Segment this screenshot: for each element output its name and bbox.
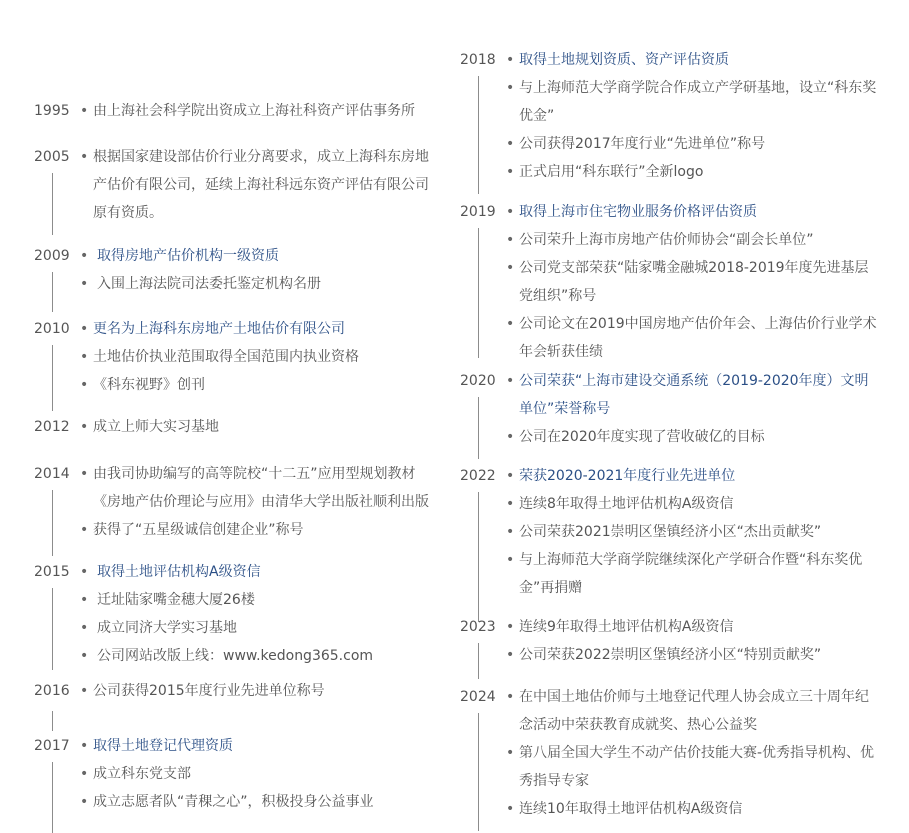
timeline-item: • 公司在2020年度实现了营收破亿的目标 [506, 423, 879, 451]
timeline-connector [52, 762, 53, 833]
bullet-icon: • [80, 276, 89, 292]
timeline-item: • 与上海师范大学商学院继续深化产学研合作暨“科东奖优金”再捐赠 [506, 546, 879, 602]
bullet-icon: • [80, 794, 89, 810]
bullet-icon: • [506, 552, 515, 568]
timeline-item: • 由我司协助编写的高等院校“十二五”应用型规划教材《房地产估价理论与应用》由清华大学出版社顺利出版 [80, 460, 442, 516]
bullet-icon: • [80, 522, 89, 538]
bullet-icon: • [506, 429, 515, 445]
timeline-item: • 由上海社会科学院出资成立上海社科资产评估事务所 [80, 97, 442, 125]
bullet-icon: • [80, 683, 89, 699]
timeline-connector [52, 345, 53, 411]
timeline-year: 2022 [460, 468, 496, 484]
timeline-year: 2018 [460, 52, 496, 68]
timeline-item: • 正式启用“科东联行”全新logo [506, 158, 879, 186]
timeline-item: • 连续8年取得土地评估机构A级资信 [506, 490, 879, 518]
timeline-connector [52, 588, 53, 670]
bullet-icon: • [506, 52, 515, 68]
timeline-item: • 第八届全国大学生不动产估价技能大赛-优秀指导机构、优秀指导专家 [506, 739, 879, 795]
timeline-item: • 土地估价执业范围取得全国范围内执业资格 [80, 343, 442, 371]
timeline-connector [52, 711, 53, 731]
bullet-icon: • [506, 80, 515, 96]
timeline-item: • 取得土地评估机构A级资信 [80, 558, 442, 586]
timeline-item: • 公司荣获2022崇明区堡镇经济小区“特别贡献奖” [506, 641, 879, 669]
bullet-icon: • [80, 466, 89, 482]
timeline-item: • 连续9年取得土地评估机构A级资信 [506, 613, 879, 641]
bullet-icon: • [80, 738, 89, 754]
timeline-item: • 成立志愿者队“青稞之心”，积极投身公益事业 [80, 788, 442, 816]
bullet-icon: • [80, 149, 89, 165]
bullet-icon: • [506, 204, 515, 220]
timeline-year: 2010 [34, 321, 70, 337]
timeline-item: • 公司论文在2019中国房地产估价年会、上海估价行业学术年会斩获佳绩 [506, 310, 879, 366]
timeline-connector [478, 492, 479, 622]
bullet-icon: • [506, 316, 515, 332]
bullet-icon: • [80, 349, 89, 365]
timeline-item: • 入围上海法院司法委托鉴定机构名册 [80, 270, 442, 298]
timeline-item: • 成立上师大实习基地 [80, 413, 442, 441]
timeline-item: • 公司党支部荣获“陆家嘴金融城2018-2019年度先进基层党组织”称号 [506, 254, 879, 310]
timeline-item: • 成立同济大学实习基地 [80, 614, 442, 642]
bullet-icon: • [506, 260, 515, 276]
timeline-item: • 公司荣升上海市房地产估价师协会“副会长单位” [506, 226, 879, 254]
timeline-item: • 获得了“五星级诚信创建企业”称号 [80, 516, 442, 544]
bullet-icon: • [506, 801, 515, 817]
timeline-item: • 更名为上海科东房地产土地估价有限公司 [80, 315, 442, 343]
timeline-year: 2009 [34, 248, 70, 264]
timeline-connector [478, 643, 479, 679]
timeline-connector [52, 490, 53, 556]
bullet-icon: • [80, 321, 89, 337]
timeline-item: • 公司荣获“上海市建设交通系统（2019-2020年度）文明单位”荣誉称号 [506, 367, 879, 423]
timeline-item: • 根据国家建设部估价行业分离要求，成立上海科东房地产估价有限公司，延续上海社科远东资产评估有限公司原有资质。 [80, 143, 442, 227]
timeline-connector [478, 397, 479, 459]
bullet-icon: • [506, 619, 515, 635]
timeline-year: 1995 [34, 103, 70, 119]
timeline-year: 2017 [34, 738, 70, 754]
bullet-icon: • [80, 248, 89, 264]
timeline-connector [52, 272, 53, 312]
bullet-icon: • [80, 103, 89, 119]
timeline-item: • 公司获得2015年度行业先进单位称号 [80, 677, 442, 705]
timeline-year: 2020 [460, 373, 496, 389]
timeline-item: • 迁址陆家嘴金穗大厦26楼 [80, 586, 442, 614]
timeline-year: 2005 [34, 149, 70, 165]
timeline-year: 2015 [34, 564, 70, 580]
timeline-item: • 取得房地产估价机构一级资质 [80, 242, 442, 270]
bullet-icon: • [80, 564, 89, 580]
timeline-item: • 取得土地规划资质、资产评估资质 [506, 46, 879, 74]
timeline-item: • 取得土地登记代理资质 [80, 732, 442, 760]
timeline-connector [478, 228, 479, 358]
bullet-icon: • [506, 164, 515, 180]
timeline-item: • 在中国土地估价师与土地登记代理人协会成立三十周年纪念活动中荣获教育成就奖、热心公益奖 [506, 683, 879, 739]
bullet-icon: • [80, 419, 89, 435]
bullet-icon: • [506, 496, 515, 512]
timeline-item: • 《科东视野》创刊 [80, 371, 442, 399]
timeline-item: • 与上海师范大学商学院合作成立产学研基地，设立“科东奖优金” [506, 74, 879, 130]
timeline-year: 2014 [34, 466, 70, 482]
timeline-year: 2019 [460, 204, 496, 220]
bullet-icon: • [506, 232, 515, 248]
timeline-item: • 公司获得2017年度行业“先进单位”称号 [506, 130, 879, 158]
timeline-year: 2023 [460, 619, 496, 635]
timeline-year: 2012 [34, 419, 70, 435]
bullet-icon: • [80, 648, 89, 664]
bullet-icon: • [80, 592, 89, 608]
bullet-icon: • [80, 377, 89, 393]
timeline-item: • 荣获2020-2021年度行业先进单位 [506, 462, 879, 490]
bullet-icon: • [506, 373, 515, 389]
bullet-icon: • [80, 620, 89, 636]
timeline-year: 2024 [460, 689, 496, 705]
timeline-item: • 取得上海市住宅物业服务价格评估资质 [506, 198, 879, 226]
bullet-icon: • [506, 136, 515, 152]
timeline-connector [478, 713, 479, 831]
timeline-connector [52, 173, 53, 235]
timeline-item: • 公司网站改版上线：www.kedong365.com [80, 642, 442, 670]
bullet-icon: • [506, 745, 515, 761]
bullet-icon: • [506, 468, 515, 484]
timeline-item: • 连续10年取得土地评估机构A级资信 [506, 795, 879, 823]
timeline-year: 2016 [34, 683, 70, 699]
bullet-icon: • [506, 524, 515, 540]
timeline-item: • 成立科东党支部 [80, 760, 442, 788]
bullet-icon: • [506, 647, 515, 663]
bullet-icon: • [506, 689, 515, 705]
timeline-item: • 公司荣获2021崇明区堡镇经济小区“杰出贡献奖” [506, 518, 879, 546]
timeline-connector [478, 76, 479, 194]
bullet-icon: • [80, 766, 89, 782]
